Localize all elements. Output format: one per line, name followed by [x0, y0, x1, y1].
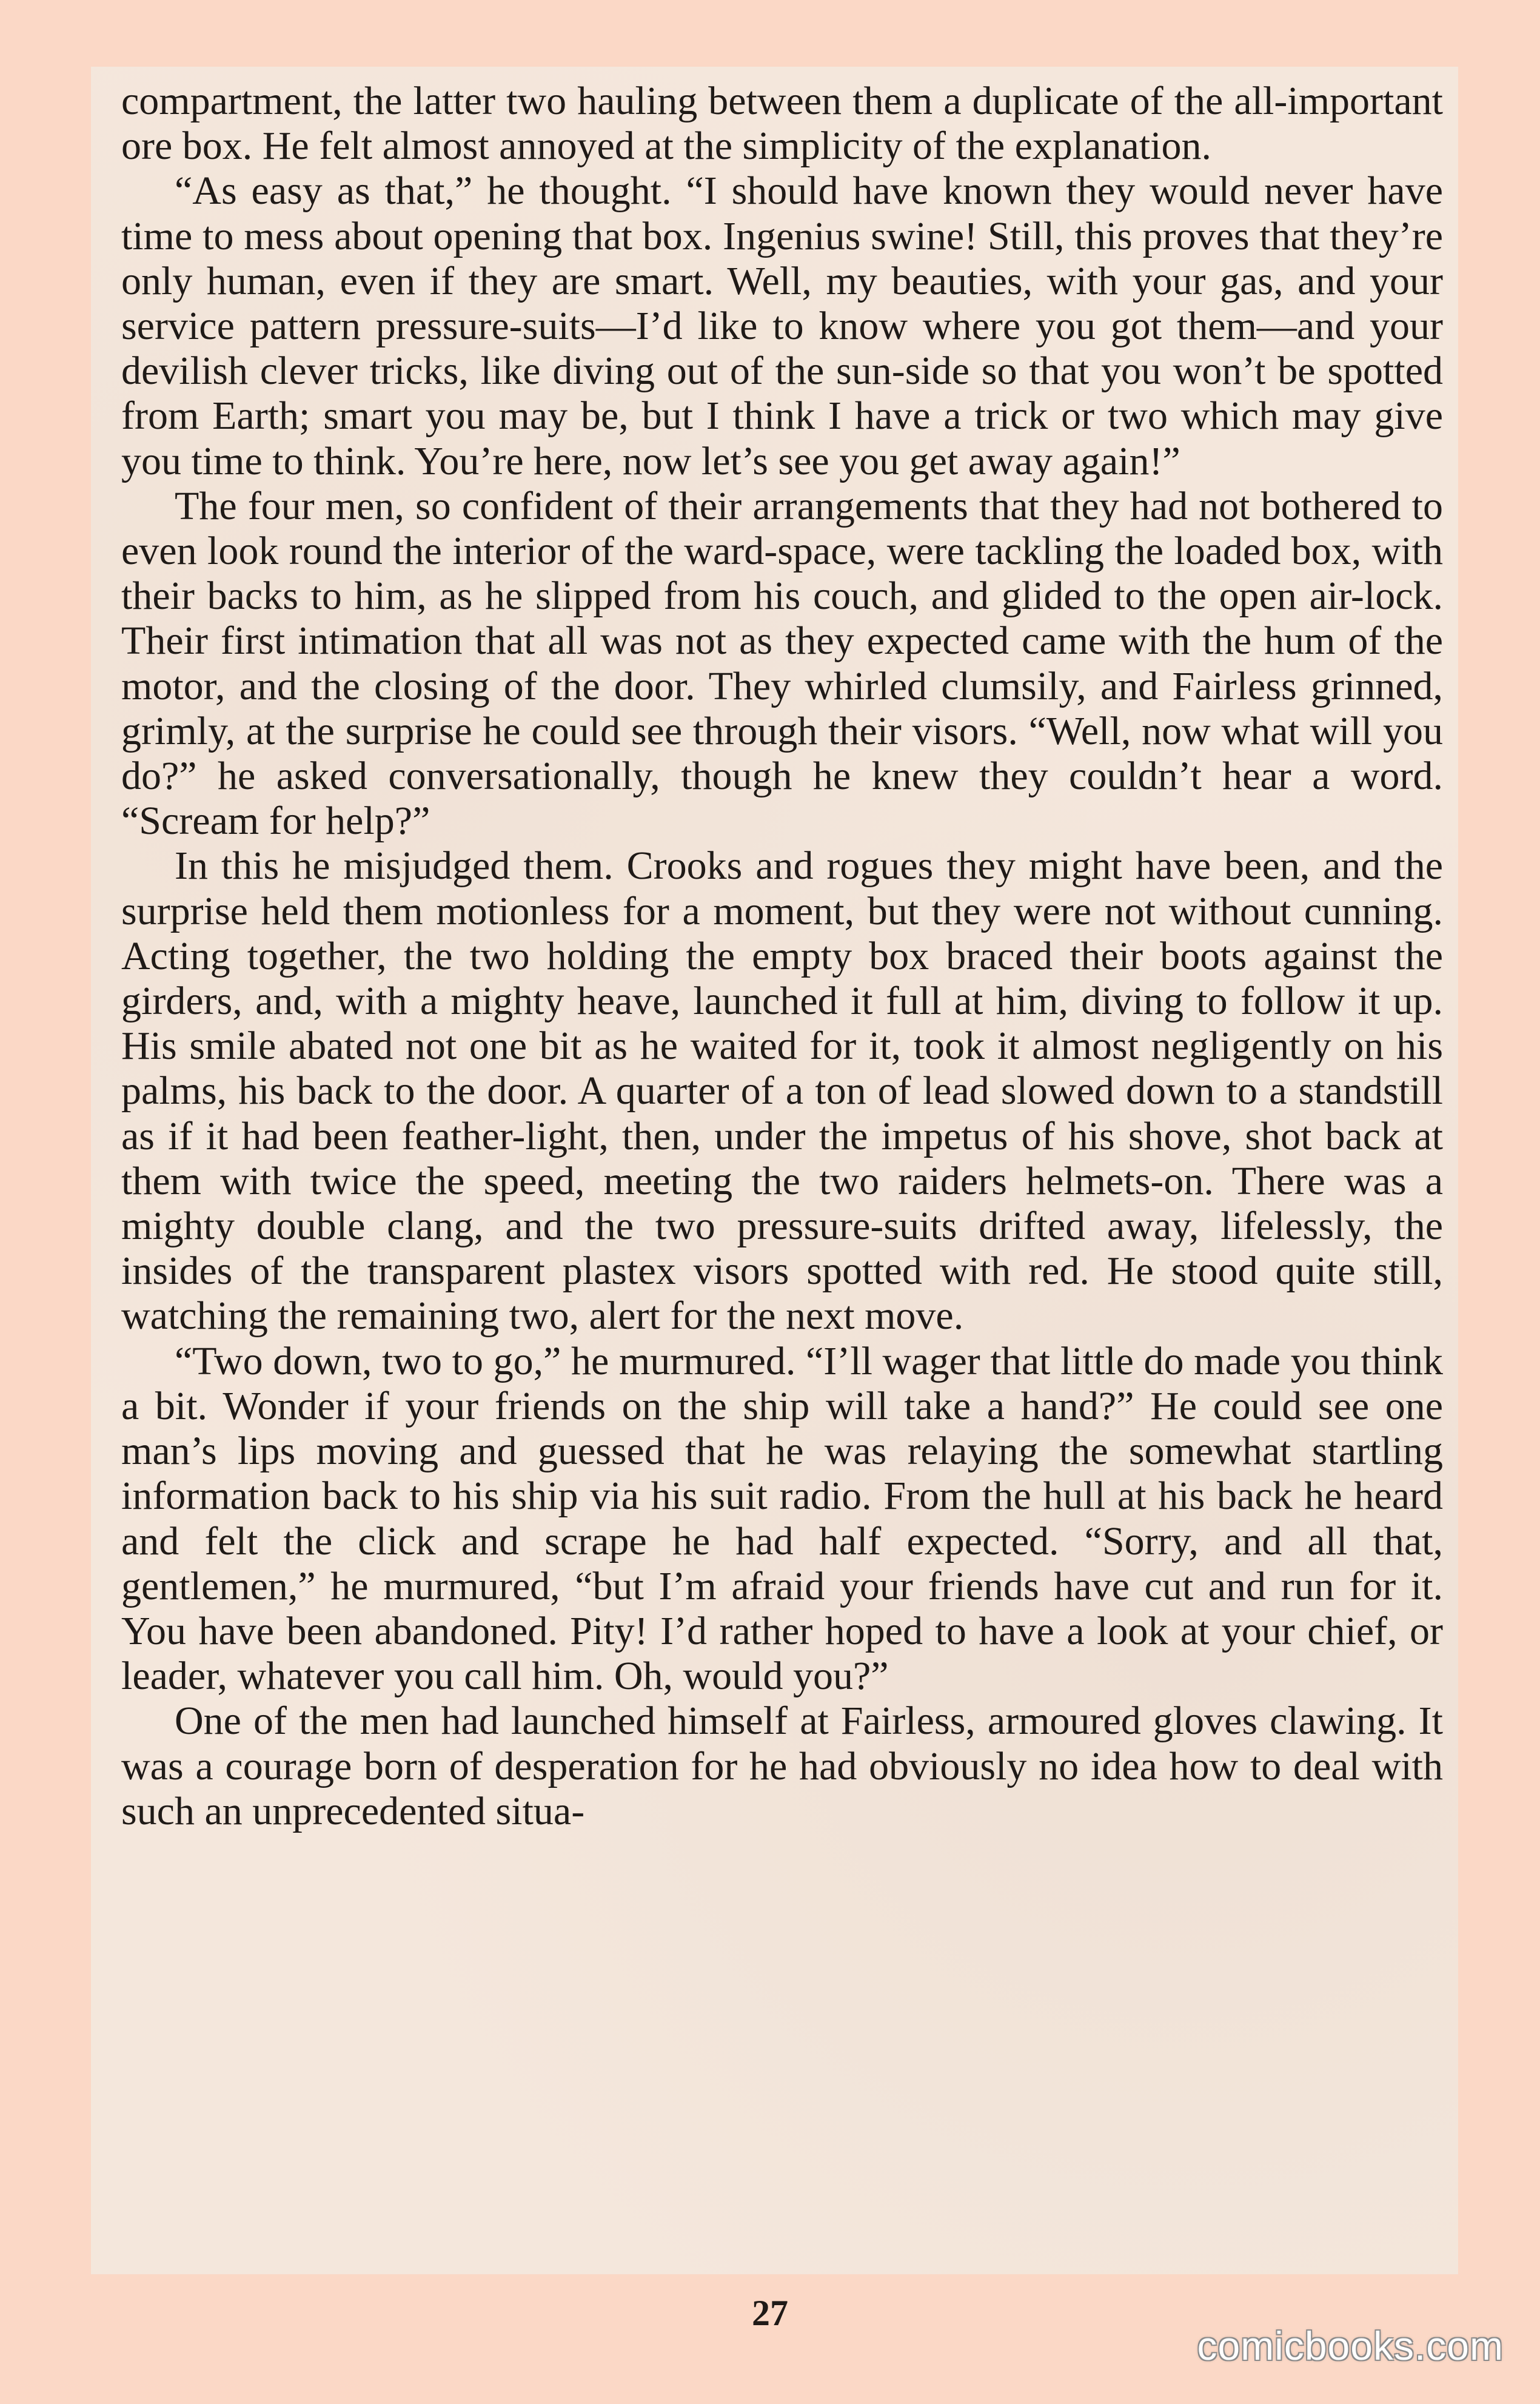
- site-watermark: comicbooks.com: [1197, 2323, 1504, 2368]
- paragraph-3: The four men, so confident of their arrangements that they had not bothered to even look round the interior of the ward-space, were tackling the loaded box, with their backs to him, as he slipped from his couch, and glided to the open air-lock. Their first intimation that all was not as they expected came with the hum of the motor, and the closing of the door. They whirled clumsily, and Fairless grinned, grimly, at the surprise he could see through their visors. “Well, now what will you do?” he asked conversationally, though he knew they couldn’t hear a word. “Scream for help?”: [121, 483, 1443, 844]
- paragraph-2: “As easy as that,” he thought. “I should have known they would never have time to mess about opening that box. Ingenius swine! Still, this proves that they’re only human, even if they are smart. Well, my beauties, with your gas, and your service pattern pressure-suits—I’d like to know where you got them—and your devilish clever tricks, like diving out of the sun-side so that you won’t be spotted from Earth; smart you may be, but I think I have a trick or two which may give you time to think. You’re here, now let’s see you get away again!”: [121, 169, 1443, 483]
- page-number: 27: [752, 2293, 788, 2333]
- paragraph-5: “Two down, two to go,” he murmured. “I’ll wager that little do made you think a bit. Wonder if your friends on the ship will take a hand?” He could see one man’s lips moving and guessed that he was relaying the somewhat startling information back to his ship via his suit radio. From the hull at his back he heard and felt the click and scrape he had half expected. “Sorry, and all that, gentlemen,” he murmured, “but I’m afraid your friends have cut and run for it. You have been abandoned. Pity! I’d rather hoped to have a look at your chief, or leader, whatever you call him. Oh, would you?”: [121, 1338, 1443, 1699]
- paragraph-1: compartment, the latter two hauling between them a duplicate of the all-important ore box. He felt almost annoyed at the simplicity of the explanation.: [121, 79, 1443, 169]
- story-text: [121, 79, 1443, 1834]
- paragraph-4: In this he misjudged them. Crooks and rogues they might have been, and the surprise held them motionless for a moment, but they were not without cunning. Acting together, the two holding the empty box braced their boots against the girders, and, with a mighty heave, launched it full at him, diving to follow it up. His smile abated not one bit as he waited for it, took it almost negligently on his palms, his back to the door. A quarter of a ton of lead slowed down to a standstill as if it had been feather-light, then, under the impetus of his shove, shot back at them with twice the speed, meeting the two raiders helmets-on. There was a mighty double clang, and the two pressure-suits drifted away, lifelessly, the insides of the transparent plastex visors spotted with red. He stood quite still, watching the remaining two, alert for the next move.: [121, 844, 1443, 1338]
- paragraph-6: One of the men had launched himself at Fairless, armoured gloves clawing. It was a courage born of desperation for he had obviously no idea how to deal with such an unprecedented situa-: [121, 1699, 1443, 1833]
